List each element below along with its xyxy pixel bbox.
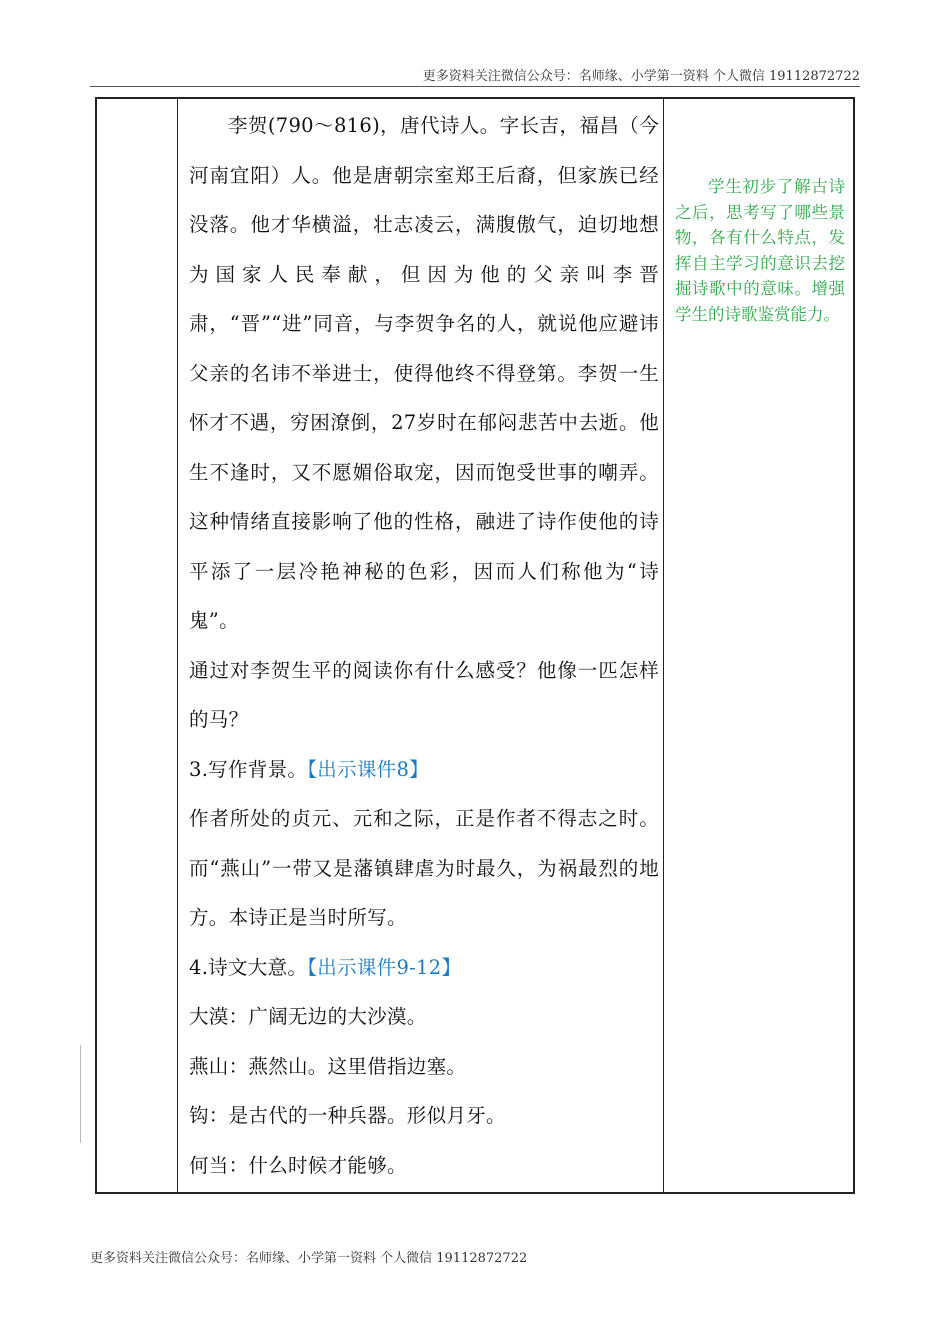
biography-paragraph: 李贺(790～816)，唐代诗人。字长吉，福昌（今河南宜阳）人。他是唐朝宗室郑王后裔，但家族已经没落。他才华横溢，壮志凌云，满腹傲气，迫切地想为国家人民奉献，但因为他的父亲叫李晋肃，“晋”“进”同音，与李贺争名的人，就说他应避讳父亲的名讳不举进士，使得他终不得登第。李贺一生怀才不遇，穷困潦倒，27岁时在郁闷悲苦中去逝。他生不逢时，又不愿媚俗取宠，因而饱受世事的嘲弄。这种情绪直接影响了他的性格，融进了诗作使他的诗平添了一层冷艳神秘的色彩，因而人们称他为“诗鬼”。 xyxy=(189,114,659,632)
lesson-table xyxy=(95,97,855,1194)
courseware-tag: 【出示课件8】 xyxy=(307,757,429,781)
glossary-item: 大漠：广阔无边的大沙漠。 xyxy=(189,1005,427,1028)
column-divider-1 xyxy=(177,99,178,1192)
teaching-content-cell xyxy=(189,101,659,1190)
background-paragraph: 作者所处的贞元、元和之际，正是作者不得志之时。而“燕山”一带又是藩镇肆虐为时最久，为祸最烈的地方。本诗正是当时所写。 xyxy=(189,807,659,929)
glossary-item: 钩：是古代的一种兵器。形似月牙。 xyxy=(189,1104,506,1127)
header-note: 更多资料关注微信公众号：名师缘、小学第一资料 个人微信 19112872722 xyxy=(422,69,860,84)
section-heading-background xyxy=(189,745,659,795)
glossary-item: 燕山：燕然山。这里借指边塞。 xyxy=(189,1054,467,1078)
footer-note: 更多资料关注微信公众号：名师缘、小学第一资料 个人微信 19112872722 xyxy=(90,1251,528,1266)
section-title: 3.写作背景。 xyxy=(189,757,308,781)
reflection-question: 通过对李贺生平的阅读你有什么感受？他像一匹怎样的马？ xyxy=(189,658,659,731)
design-intent-cell xyxy=(675,174,845,327)
design-intent-note: 学生初步了解古诗之后，思考写了哪些景物，各有什么特点，发挥自主学习的意识去挖掘诗歌中的意味。增强学生的诗歌鉴赏能力。 xyxy=(675,177,845,324)
margin-mark xyxy=(80,1045,81,1143)
column-divider-2 xyxy=(663,99,664,1192)
courseware-tag: 【出示课件9-12】 xyxy=(307,955,462,979)
glossary-item: 何当：什么时候才能够。 xyxy=(189,1153,407,1177)
section-heading-meaning xyxy=(189,943,659,993)
header-rule xyxy=(90,86,860,87)
section-title: 4.诗文大意。 xyxy=(189,955,308,979)
